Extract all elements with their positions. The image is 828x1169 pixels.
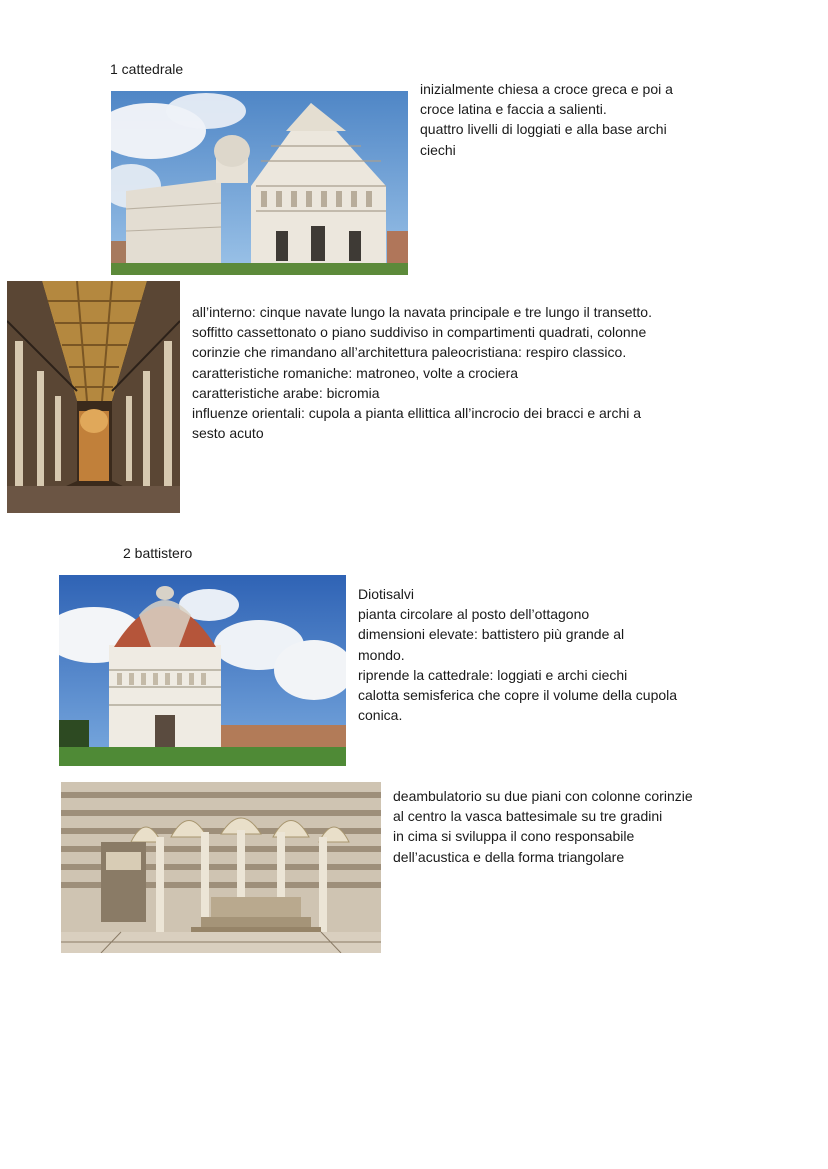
text-line: in cima si sviluppa il cono responsabile [393, 828, 635, 845]
text-line: mondo. [358, 646, 405, 663]
text-line: Diotisalvi [358, 586, 415, 602]
text-line: dimensioni elevate: battistero più grande al [358, 626, 625, 643]
cathedral-interior-text [192, 302, 652, 443]
cathedral-exterior-photo [111, 91, 408, 275]
text-line: caratteristiche romaniche: matroneo, volte a crociera [192, 364, 519, 381]
text-line: al centro la vasca battesimale su tre gradini [393, 808, 663, 825]
text-line: pianta circolare al posto dell’ottagono [358, 606, 590, 623]
text-line: quattro livelli di loggiati e alla base archi [420, 121, 667, 138]
text-line: sesto acuto [192, 425, 264, 442]
section-heading-battistero: 2 battistero [123, 545, 193, 561]
baptistery-exterior-text [358, 584, 677, 725]
baptistery-interior-photo [61, 782, 381, 953]
text-line: calotta semisferica che copre il volume della cupola [358, 687, 678, 704]
text-line: ciechi [420, 141, 456, 158]
text-line: dell’acustica e della forma triangolare [393, 848, 625, 865]
text-line: croce latina e faccia a salienti. [420, 101, 607, 118]
cathedral-interior-photo [7, 281, 180, 513]
text-line: corinzie che rimandano all’architettura paleocristiana: respiro classico. [192, 344, 627, 361]
cathedral-exterior-text [420, 79, 673, 160]
text-line: deambulatorio su due piani con colonne corinzie [393, 788, 693, 804]
text-line: all’interno: cinque navate lungo la navata principale e tre lungo il transetto. [192, 304, 652, 320]
text-line: conica. [358, 707, 403, 724]
text-line: soffitto cassettonato o piano suddiviso in compartimenti quadrati, colonne [192, 324, 647, 341]
section-heading-cattedrale: 1 cattedrale [110, 61, 184, 77]
text-line: influenze orientali: cupola a pianta ellittica all’incrocio dei bracci e archi a [192, 405, 642, 422]
text-line: inizialmente chiesa a croce greca e poi a [420, 81, 673, 97]
text-line: caratteristiche arabe: bicromia [192, 384, 380, 401]
text-line: riprende la cattedrale: loggiati e archi ciechi [358, 666, 628, 683]
baptistery-interior-text [393, 786, 693, 867]
baptistery-exterior-photo [59, 575, 346, 766]
